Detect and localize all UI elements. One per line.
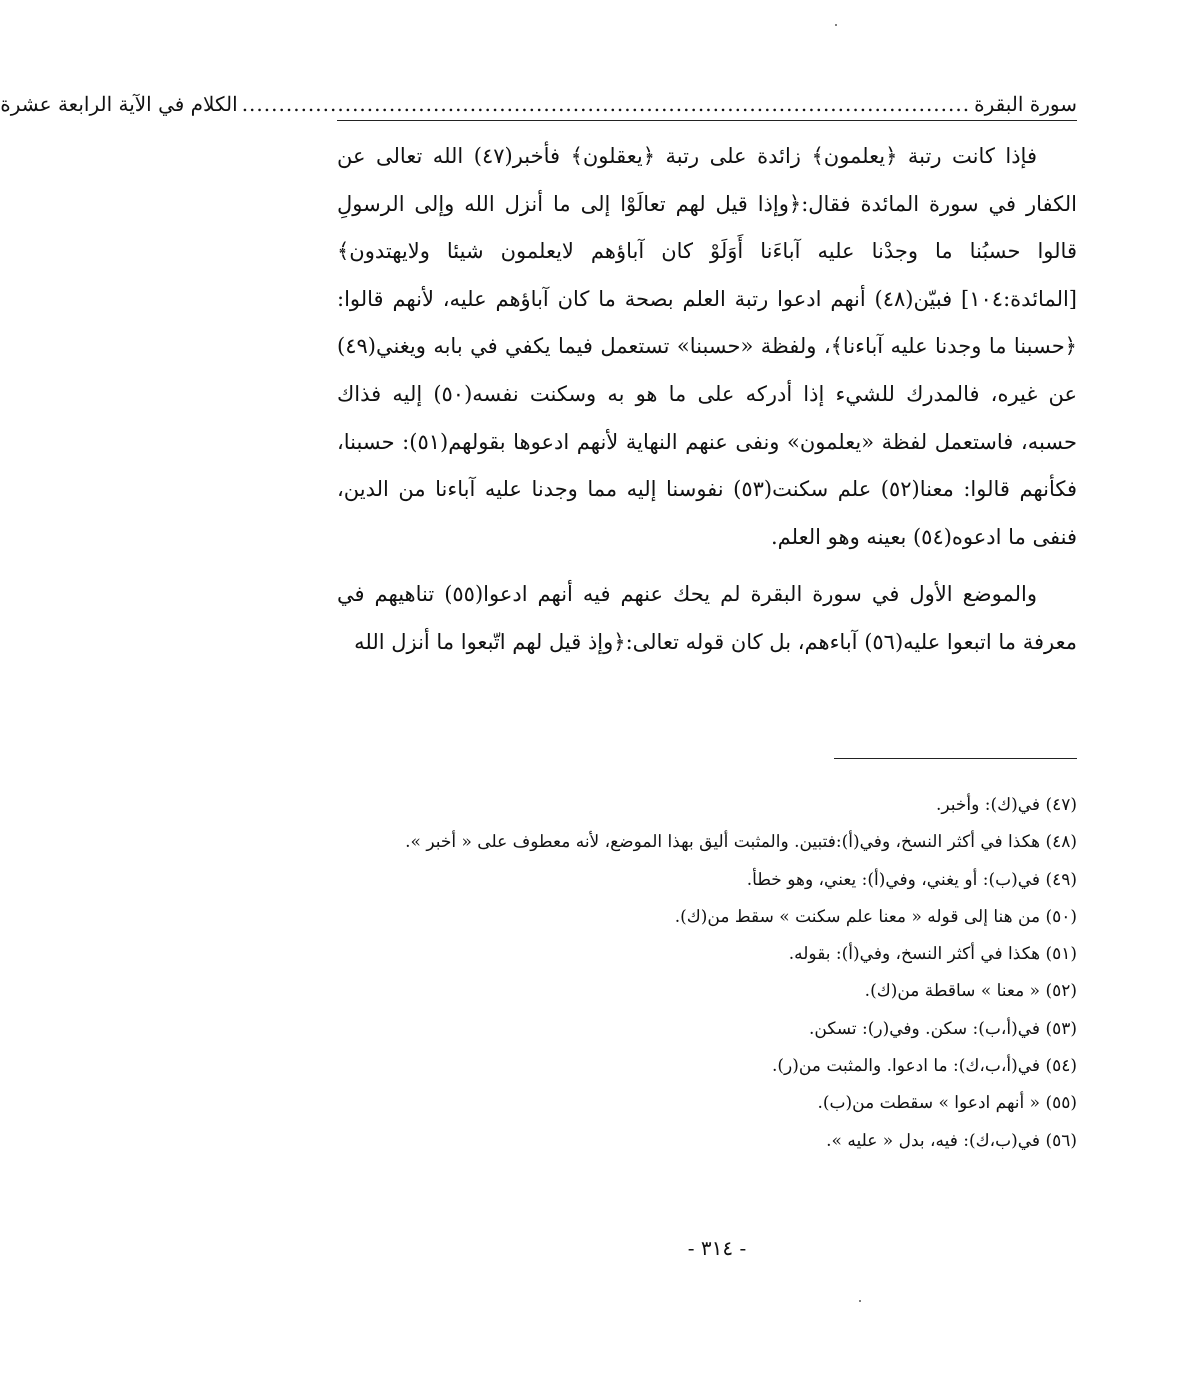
paragraph-2: والموضع الأول في سورة البقرة لم يحك عنهم فيه أنهم ادعوا(٥٥) تناهيهم في معرفة ما اتبعوا عليه(٥٦) آباءهم، بل كان قوله تعالى:﴿وإذ قيل لهم اتّبعوا ما أنزل الله: [337, 582, 1077, 654]
header-leader-dots: ...................................................................................................: [241, 92, 971, 116]
scan-speck: [835, 24, 837, 26]
main-text: [337, 133, 1077, 667]
running-header: [0, 80, 1077, 121]
footnote-56: (٥٦) في(ب،ك): فيه، بدل « عليه ».: [826, 1130, 1077, 1151]
footnote-47: (٤٧) في(ك): وأخبر.: [935, 795, 1077, 815]
footnote-51: (٥١) هكذا في أكثر النسخ، وفي(أ): بقوله.: [788, 944, 1077, 965]
header-section-title: الكلام في الآية الرابعة عشرة: [0, 92, 238, 116]
page-number: - ٣١٤ -: [687, 1236, 747, 1260]
footnote-48: (٤٨) هكذا في أكثر النسخ، وفي(أ):فتبين. والمثبت أليق بهذا الموضع، لأنه معطوف على « أخبر ».: [405, 832, 1077, 853]
footnote-separator: [834, 758, 1077, 759]
header-surah-name: سورة البقرة: [974, 92, 1077, 116]
scan-speck: [859, 1300, 861, 1302]
footnote-54: (٥٤) في(أ،ب،ك): ما ادعوا. والمثبت من(ر).: [771, 1056, 1077, 1077]
footnote-50: (٥٠) من هنا إلى قوله « معنا علم سكنت » سقط من(ك).: [674, 906, 1077, 927]
paragraph-1: فإذا كانت رتبة ﴿يعلمون﴾ زائدة على رتبة ﴿يعقلون﴾ فأخبر(٤٧) الله تعالى عن الكفار في سورة المائدة فقال:﴿وإذا قيل لهم تعالَوْا إلى ما أنزل الله وإلى الرسولِ قالوا حسبُنا ما وجدْنا عليه آباءَنا أَوَلَوْ كان آباؤهم لايعلمون شيئا ولايهتدون﴾ [المائدة:١٠٤] فبيّن(٤٨) أنهم ادعوا رتبة العلم بصحة ما كان آباؤهم عليه، لأنهم قالوا: ﴿حسبنا ما وجدنا عليه آباءنا﴾، ولفظة «حسبنا» تستعمل فيما يكفي في بابه ويغني(٤٩) عن غيره، فالمدرك للشيء إذا أدركه على ما هو به وسكنت نفسه(٥٠) إليه فذاك حسبه، فاستعمل لفظة «يعلمون» ونفى عنهم النهاية لأنهم ادعوها بقولهم(٥١): حسبنا، فكأنهم قالوا: معنا(٥٢) علم سكنت(٥٣) نفوسنا إليه مما وجدنا عليه آباءنا من الدين، فنفى ما ادعوه(٥٤) بعينه وهو العلم.: [337, 144, 1078, 549]
footnote-52: (٥٢) « معنا » ساقطة من(ك).: [864, 981, 1077, 1002]
footnote-49: (٤٩) في(ب): أو يغني، وفي(أ): يعني، وهو خطأ.: [746, 869, 1077, 890]
footnotes: [337, 787, 1077, 1160]
footnote-53: (٥٣) في(أ،ب): سكن. وفي(ر): تسكن.: [809, 1018, 1077, 1039]
footnote-55: (٥٥) « أنهم ادعوا » سقطت من(ب).: [817, 1093, 1077, 1114]
